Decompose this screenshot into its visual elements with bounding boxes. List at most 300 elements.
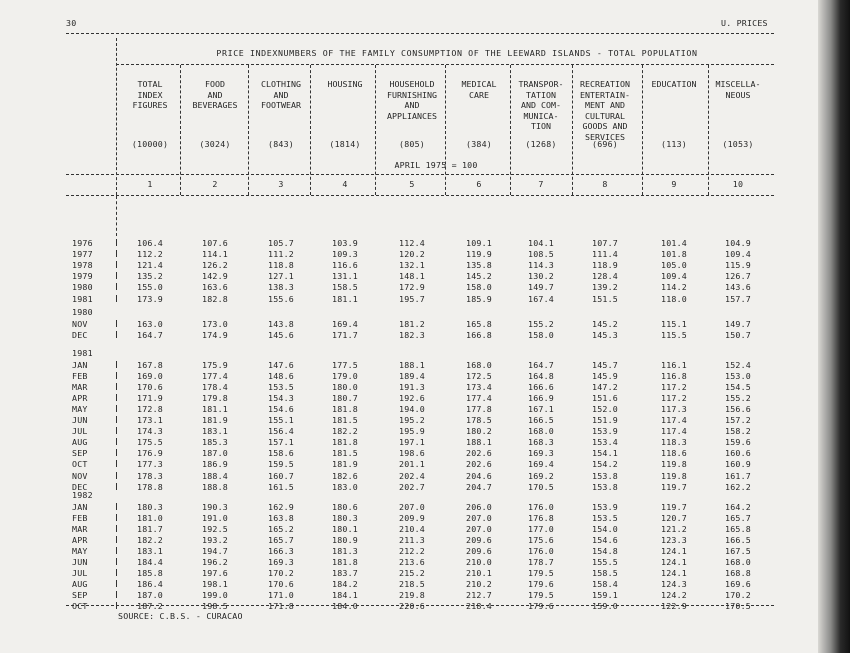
- table-cell: 156.6: [725, 404, 751, 415]
- table-cell: 161.5: [268, 481, 294, 492]
- row-rule: [116, 427, 117, 434]
- row-rule: [116, 591, 117, 598]
- column-header: TRANSPOR- TATION AND COM- MUNICA- TION: [518, 79, 564, 132]
- table-cell: 118.3: [661, 437, 687, 448]
- table-cell: 156.4: [268, 426, 294, 437]
- table-cell: 145.6: [268, 330, 294, 341]
- table-cell: 153.4: [592, 437, 618, 448]
- page-number: 30: [66, 18, 77, 28]
- table-cell: 181.1: [202, 404, 228, 415]
- row-label: DEC: [72, 330, 88, 341]
- row-rule: [116, 547, 117, 554]
- table-cell: 119.7: [661, 502, 687, 512]
- table-cell: 154.0: [592, 524, 618, 535]
- header-separator: [572, 65, 573, 195]
- table-cell: 170.2: [268, 568, 294, 579]
- table-cell: 181.1: [332, 293, 358, 304]
- column-weight: (696): [592, 139, 618, 149]
- table-cell: 192.6: [399, 393, 425, 404]
- row-rule: [116, 250, 117, 257]
- row-label: JUL: [72, 568, 88, 579]
- base-note: APRIL 1975 = 100: [394, 160, 478, 170]
- header-separator: [180, 65, 181, 195]
- table-cell: 124.2: [661, 590, 687, 601]
- row-rule: [116, 295, 117, 302]
- row-label: JUL: [72, 426, 88, 437]
- table-cell: 163.0: [137, 319, 163, 329]
- table-cell: 185.3: [202, 437, 228, 448]
- year-heading: 1980: [72, 307, 93, 317]
- table-cell: 207.0: [466, 513, 492, 524]
- row-label: MAY: [72, 546, 88, 557]
- table-cell: 155.0: [137, 282, 163, 293]
- table-cell: 182.3: [399, 330, 425, 341]
- table-cell: 114.2: [661, 282, 687, 293]
- table-cell: 188.1: [399, 360, 425, 370]
- table-cell: 177.0: [528, 524, 554, 535]
- row-rule: [116, 331, 117, 338]
- column-header: HOUSEHOLD FURNISHING AND APPLIANCES: [387, 79, 437, 121]
- table-cell: 145.7: [592, 360, 618, 370]
- table-cell: 172.9: [399, 282, 425, 293]
- table-cell: 138.3: [268, 282, 294, 293]
- table-cell: 169.2: [528, 470, 554, 481]
- table-cell: 209.6: [466, 546, 492, 557]
- table-cell: 178.4: [202, 382, 228, 393]
- table-cell: 182.2: [137, 535, 163, 546]
- table-cell: 184.2: [332, 579, 358, 590]
- table-cell: 159.0: [592, 601, 618, 612]
- table-cell: 109.3: [332, 249, 358, 260]
- table-cell: 162.9: [268, 502, 294, 512]
- header-rule: [66, 174, 774, 175]
- table-cell: 174.3: [137, 426, 163, 437]
- table-cell: 145.3: [592, 330, 618, 341]
- table-cell: 147.6: [268, 360, 294, 370]
- table-cell: 151.9: [592, 415, 618, 426]
- table-cell: 128.4: [592, 271, 618, 282]
- table-cell: 168.3: [528, 437, 554, 448]
- table-cell: 171.8: [268, 601, 294, 612]
- table-cell: 192.5: [202, 524, 228, 535]
- table-cell: 183.0: [332, 481, 358, 492]
- row-label: FEB: [72, 371, 88, 382]
- table-cell: 166.8: [466, 330, 492, 341]
- table-cell: 187.0: [202, 448, 228, 459]
- table-cell: 118.0: [661, 293, 687, 304]
- table-cell: 188.4: [202, 470, 228, 481]
- table-cell: 209.9: [399, 513, 425, 524]
- table-cell: 182.6: [332, 470, 358, 481]
- table-cell: 169.4: [528, 459, 554, 470]
- table-cell: 183.1: [137, 546, 163, 557]
- column-weight: (805): [399, 139, 425, 149]
- table-cell: 181.2: [399, 319, 425, 329]
- table-cell: 154.3: [268, 393, 294, 404]
- table-cell: 116.8: [661, 371, 687, 382]
- table-cell: 182.2: [332, 426, 358, 437]
- table-cell: 151.6: [592, 393, 618, 404]
- row-rule: [116, 514, 117, 521]
- table-cell: 197.1: [399, 437, 425, 448]
- table-cell: 153.0: [725, 371, 751, 382]
- column-header: HOUSING: [327, 79, 363, 89]
- table-cell: 160.9: [725, 459, 751, 470]
- row-label: 1979: [72, 271, 93, 282]
- year-heading: 1982: [72, 490, 93, 500]
- table-cell: 148.1: [399, 271, 425, 282]
- table-cell: 181.8: [332, 404, 358, 415]
- table-cell: 148.6: [268, 371, 294, 382]
- table-cell: 115.1: [661, 319, 687, 329]
- row-rule: [116, 558, 117, 565]
- column-number: 10: [732, 179, 744, 189]
- table-cell: 117.2: [661, 382, 687, 393]
- header-separator: [708, 65, 709, 195]
- table-cell: 181.0: [137, 513, 163, 524]
- row-rule: [116, 580, 117, 587]
- table-cell: 215.2: [399, 568, 425, 579]
- column-weight: (1814): [329, 139, 361, 149]
- table-cell: 169.4: [332, 319, 358, 329]
- table-cell: 111.4: [592, 249, 618, 260]
- table-cell: 171.7: [332, 330, 358, 341]
- table-cell: 179.5: [528, 590, 554, 601]
- table-cell: 123.3: [661, 535, 687, 546]
- table-cell: 154.2: [592, 459, 618, 470]
- table-cell: 173.9: [137, 293, 163, 304]
- table-cell: 119.8: [661, 470, 687, 481]
- table-cell: 179.0: [332, 371, 358, 382]
- table-cell: 169.3: [528, 448, 554, 459]
- table-cell: 132.1: [399, 260, 425, 271]
- column-weight: (1268): [525, 139, 557, 149]
- table-cell: 170.5: [528, 481, 554, 492]
- header-separator: [310, 65, 311, 195]
- table-cell: 175.5: [137, 437, 163, 448]
- table-cell: 165.7: [725, 513, 751, 524]
- table-cell: 180.6: [332, 502, 358, 512]
- row-label: DEC: [72, 481, 88, 492]
- header-separator: [642, 65, 643, 195]
- column-header: MEDICAL CARE: [461, 79, 497, 100]
- table-cell: 158.5: [332, 282, 358, 293]
- table-cell: 151.5: [592, 293, 618, 304]
- table-cell: 178.3: [137, 470, 163, 481]
- header-separator: [445, 65, 446, 195]
- row-rule: [116, 383, 117, 390]
- table-cell: 177.8: [466, 404, 492, 415]
- table-cell: 202.6: [466, 459, 492, 470]
- table-cell: 168.0: [466, 360, 492, 370]
- table-cell: 153.9: [592, 502, 618, 512]
- table-cell: 152.0: [592, 404, 618, 415]
- table-cell: 185.9: [466, 293, 492, 304]
- table-cell: 177.4: [466, 393, 492, 404]
- row-rule: [116, 438, 117, 445]
- table-cell: 112.2: [137, 249, 163, 260]
- row-rule: [116, 239, 117, 246]
- table-cell: 181.3: [332, 546, 358, 557]
- table-cell: 155.1: [268, 415, 294, 426]
- table-cell: 171.0: [268, 590, 294, 601]
- table-cell: 143.6: [725, 282, 751, 293]
- table-cell: 186.9: [202, 459, 228, 470]
- table-cell: 116.1: [661, 360, 687, 370]
- row-label: SEP: [72, 448, 88, 459]
- row-rule: [116, 394, 117, 401]
- table-cell: 210.0: [466, 557, 492, 568]
- table-cell: 175.6: [528, 535, 554, 546]
- header-separator: [375, 65, 376, 195]
- table-cell: 122.9: [661, 601, 687, 612]
- table-cell: 153.8: [592, 481, 618, 492]
- table-cell: 176.9: [137, 448, 163, 459]
- table-cell: 220.6: [399, 601, 425, 612]
- table-cell: 101.8: [661, 249, 687, 260]
- table-cell: 159.5: [268, 459, 294, 470]
- table-cell: 170.6: [137, 382, 163, 393]
- table-cell: 177.5: [332, 360, 358, 370]
- table-cell: 154.6: [592, 535, 618, 546]
- table-cell: 153.9: [592, 426, 618, 437]
- table-cell: 187.2: [137, 601, 163, 612]
- table-cell: 164.2: [725, 502, 751, 512]
- table-cell: 218.5: [399, 579, 425, 590]
- table-cell: 183.7: [332, 568, 358, 579]
- table-cell: 168.0: [528, 426, 554, 437]
- table-cell: 190.3: [202, 502, 228, 512]
- table-cell: 202.7: [399, 481, 425, 492]
- column-number: 4: [342, 179, 348, 189]
- table-cell: 109.4: [661, 271, 687, 282]
- table-cell: 183.1: [202, 426, 228, 437]
- row-rule: [116, 261, 117, 268]
- table-cell: 149.7: [528, 282, 554, 293]
- table-cell: 118.8: [268, 260, 294, 271]
- table-cell: 180.3: [332, 513, 358, 524]
- table-cell: 157.2: [725, 415, 751, 426]
- table-cell: 188.1: [466, 437, 492, 448]
- column-weight: (1053): [722, 139, 754, 149]
- table-cell: 158.4: [592, 579, 618, 590]
- table-cell: 209.6: [466, 535, 492, 546]
- table-cell: 109.4: [725, 249, 751, 260]
- table-cell: 117.4: [661, 415, 687, 426]
- table-cell: 167.1: [528, 404, 554, 415]
- column-number: 1: [147, 179, 153, 189]
- year-heading: 1981: [72, 348, 93, 358]
- row-rule: [116, 602, 117, 609]
- row-label: JAN: [72, 502, 88, 512]
- table-cell: 153.5: [268, 382, 294, 393]
- table-cell: 163.8: [268, 513, 294, 524]
- table-cell: 211.3: [399, 535, 425, 546]
- table-cell: 181.5: [332, 415, 358, 426]
- table-cell: 117.3: [661, 404, 687, 415]
- table-cell: 109.1: [466, 238, 492, 248]
- table-cell: 118.9: [592, 260, 618, 271]
- table-cell: 103.9: [332, 238, 358, 248]
- table-cell: 166.9: [528, 393, 554, 404]
- table-cell: 155.5: [592, 557, 618, 568]
- table-cell: 186.4: [137, 579, 163, 590]
- row-label: MAR: [72, 382, 88, 393]
- table-cell: 207.0: [466, 524, 492, 535]
- table-cell: 195.7: [399, 293, 425, 304]
- row-label: JUN: [72, 415, 88, 426]
- header-separator: [248, 65, 249, 195]
- table-cell: 169.0: [137, 371, 163, 382]
- table-cell: 194.7: [202, 546, 228, 557]
- row-label: FEB: [72, 513, 88, 524]
- row-label: JAN: [72, 360, 88, 370]
- table-cell: 155.2: [528, 319, 554, 329]
- row-rule: [116, 525, 117, 532]
- table-cell: 184.1: [332, 590, 358, 601]
- table-cell: 204.6: [466, 470, 492, 481]
- row-label: NOV: [72, 470, 88, 481]
- table-cell: 147.2: [592, 382, 618, 393]
- table-cell: 106.4: [137, 238, 163, 248]
- row-label: 1981: [72, 293, 93, 304]
- table-cell: 167.4: [528, 293, 554, 304]
- column-number: 9: [671, 179, 677, 189]
- table-cell: 199.0: [202, 590, 228, 601]
- row-label: 1978: [72, 260, 93, 271]
- table-cell: 176.0: [528, 546, 554, 557]
- row-label: NOV: [72, 319, 88, 329]
- table-cell: 114.3: [528, 260, 554, 271]
- table-cell: 164.8: [528, 371, 554, 382]
- table-cell: 163.6: [202, 282, 228, 293]
- table-cell: 193.2: [202, 535, 228, 546]
- table-cell: 180.0: [332, 382, 358, 393]
- table-cell: 206.0: [466, 502, 492, 512]
- row-rule: [116, 283, 117, 290]
- row-rule: [116, 416, 117, 423]
- table-cell: 218.4: [466, 601, 492, 612]
- table-cell: 165.8: [725, 524, 751, 535]
- table-cell: 180.2: [466, 426, 492, 437]
- row-label: AUG: [72, 579, 88, 590]
- table-cell: 145.9: [592, 371, 618, 382]
- table-cell: 158.5: [592, 568, 618, 579]
- table-cell: 149.7: [725, 319, 751, 329]
- table-cell: 116.6: [332, 260, 358, 271]
- table-cell: 104.9: [725, 238, 751, 248]
- table-cell: 165.7: [268, 535, 294, 546]
- table-cell: 155.6: [268, 293, 294, 304]
- table-cell: 180.9: [332, 535, 358, 546]
- table-cell: 181.8: [332, 557, 358, 568]
- table-cell: 210.1: [466, 568, 492, 579]
- table-cell: 157.1: [268, 437, 294, 448]
- table-cell: 196.2: [202, 557, 228, 568]
- table-cell: 176.0: [528, 502, 554, 512]
- table-cell: 117.2: [661, 393, 687, 404]
- table-cell: 195.9: [399, 426, 425, 437]
- table-cell: 181.9: [332, 459, 358, 470]
- table-cell: 126.2: [202, 260, 228, 271]
- table-cell: 191.3: [399, 382, 425, 393]
- row-rule: [116, 405, 117, 412]
- table-cell: 166.6: [528, 382, 554, 393]
- table-cell: 181.9: [202, 415, 228, 426]
- table-cell: 202.4: [399, 470, 425, 481]
- table-cell: 180.7: [332, 393, 358, 404]
- table-cell: 187.0: [137, 590, 163, 601]
- table-cell: 160.6: [725, 448, 751, 459]
- table-cell: 179.5: [528, 568, 554, 579]
- table-cell: 119.9: [466, 249, 492, 260]
- row-label: OCT: [72, 601, 88, 612]
- table-cell: 201.1: [399, 459, 425, 470]
- table-cell: 164.7: [528, 360, 554, 370]
- column-weight: (843): [268, 139, 294, 149]
- table-cell: 120.2: [399, 249, 425, 260]
- table-cell: 153.5: [592, 513, 618, 524]
- table-cell: 157.7: [725, 293, 751, 304]
- table-cell: 119.7: [661, 481, 687, 492]
- table-cell: 184.0: [332, 601, 358, 612]
- table-cell: 172.8: [137, 404, 163, 415]
- row-rule: [116, 460, 117, 467]
- table-cell: 213.6: [399, 557, 425, 568]
- table-cell: 171.9: [137, 393, 163, 404]
- table-cell: 184.4: [137, 557, 163, 568]
- table-cell: 207.0: [399, 502, 425, 512]
- column-weight: (10000): [131, 139, 169, 149]
- table-cell: 178.8: [137, 481, 163, 492]
- table-cell: 176.8: [528, 513, 554, 524]
- table-cell: 185.8: [137, 568, 163, 579]
- table-cell: 114.1: [202, 249, 228, 260]
- table-cell: 130.2: [528, 271, 554, 282]
- table-cell: 173.4: [466, 382, 492, 393]
- table-cell: 195.2: [399, 415, 425, 426]
- row-rule: [116, 372, 117, 379]
- table-cell: 177.3: [137, 459, 163, 470]
- table-cell: 105.0: [661, 260, 687, 271]
- row-label: APR: [72, 535, 88, 546]
- table-cell: 169.6: [725, 579, 751, 590]
- table-cell: 172.5: [466, 371, 492, 382]
- table-cell: 121.2: [661, 524, 687, 535]
- row-label: 1977: [72, 249, 93, 260]
- column-number: 5: [409, 179, 415, 189]
- row-label: AUG: [72, 437, 88, 448]
- table-cell: 139.2: [592, 282, 618, 293]
- table-cell: 169.3: [268, 557, 294, 568]
- column-header: CLOTHING AND FOOTWEAR: [261, 79, 301, 111]
- row-rule: [116, 569, 117, 576]
- table-cell: 159.1: [592, 590, 618, 601]
- column-header: FOOD AND BEVERAGES: [192, 79, 238, 111]
- table-cell: 177.4: [202, 371, 228, 382]
- table-cell: 105.7: [268, 238, 294, 248]
- table-cell: 170.6: [268, 579, 294, 590]
- column-number: 8: [602, 179, 608, 189]
- table-cell: 181.8: [332, 437, 358, 448]
- table-cell: 174.9: [202, 330, 228, 341]
- table-cell: 120.7: [661, 513, 687, 524]
- table-cell: 155.2: [725, 393, 751, 404]
- table-cell: 170.2: [725, 590, 751, 601]
- row-rule: [116, 472, 117, 479]
- column-weight: (384): [466, 139, 492, 149]
- table-cell: 161.7: [725, 470, 751, 481]
